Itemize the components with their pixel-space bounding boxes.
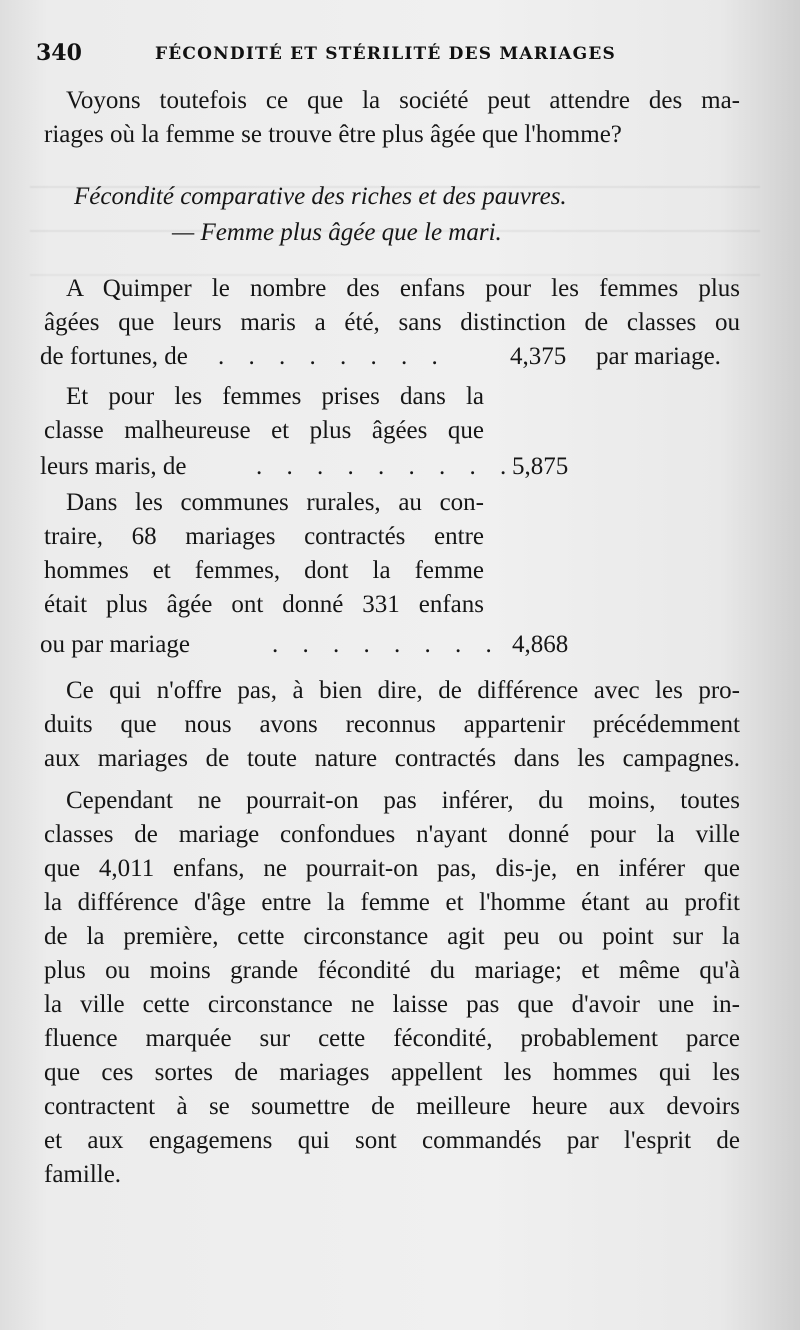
quimper-paragraph bbox=[44, 272, 740, 340]
poor-class-paragraph bbox=[44, 380, 484, 448]
text-line: âgées que leurs maris a été, sans distinction de classes ou bbox=[44, 309, 740, 336]
running-head bbox=[30, 38, 730, 68]
text-line: que 4,011 enfans, ne pourrait-on pas, dis-je, en inférer que bbox=[44, 855, 740, 882]
value-rural: 4,868 bbox=[512, 631, 569, 658]
text-line: Dans les communes rurales, au con- bbox=[66, 489, 484, 516]
text-line: Voyons toutefois ce que la société peut attendre des ma- bbox=[66, 87, 740, 114]
text-line: Et pour les femmes prises dans la bbox=[66, 383, 484, 410]
text-line: était plus âgée ont donné 331 enfans bbox=[44, 591, 484, 618]
running-head-title: FÉCONDITÉ ET STÉRILITÉ DES MARIAGES bbox=[155, 44, 616, 64]
text-line: de la première, cette circonstance agit peu ou point sur la bbox=[44, 923, 740, 950]
value-poor-class: 5,875 bbox=[512, 453, 569, 480]
leader-dots: . . . . . . . . bbox=[272, 631, 501, 658]
text-line: duits que nous avons reconnus appartenir précédemment bbox=[44, 711, 740, 738]
leader-dots: . . . . . . . . . bbox=[256, 453, 516, 480]
text-line: riages où la femme se trouve être plus âgée que l'homme? bbox=[44, 121, 622, 148]
text-line: A Quimper le nombre des enfans pour les femmes plus bbox=[66, 275, 740, 302]
section-heading-line-2: — Femme plus âgée que le mari. bbox=[172, 219, 502, 246]
text-line: la différence d'âge entre la femme et l'homme étant au profit bbox=[44, 889, 740, 916]
text-line: famille. bbox=[44, 1161, 122, 1188]
text-line: Ce qui n'offre pas, à bien dire, de différence avec les pro- bbox=[66, 677, 740, 704]
leader-dots: . . . . . . . . bbox=[218, 343, 447, 370]
rural-paragraph bbox=[44, 486, 484, 622]
value-quimper: 4,375 bbox=[510, 343, 567, 370]
text-line: plus ou moins grande fécondité du mariage; et même qu'à bbox=[44, 957, 740, 984]
paragraph-comparison bbox=[44, 674, 740, 776]
text-line: Cependant ne pourrait-on pas inférer, du moins, toutes bbox=[66, 787, 740, 814]
paragraph-inference bbox=[44, 784, 740, 1192]
row-label: de fortunes, de bbox=[40, 343, 188, 370]
intro-paragraph bbox=[44, 84, 740, 152]
text-line: classes de mariage confondues n'ayant donné pour la ville bbox=[44, 821, 740, 848]
rural-value-row bbox=[40, 628, 730, 662]
section-heading-line-1: Fécondité comparative des riches et des pauvres. bbox=[74, 183, 567, 210]
unit-label: par mariage. bbox=[596, 343, 721, 370]
text-line: hommes et femmes, dont la femme bbox=[44, 557, 484, 584]
text-line: classe malheureuse et plus âgées que bbox=[44, 417, 484, 444]
text-line: que ces sortes de mariages appellent les hommes qui les bbox=[44, 1059, 740, 1086]
text-line: la ville cette circonstance ne laisse pas que d'avoir une in- bbox=[44, 991, 740, 1018]
quimper-value-row bbox=[40, 340, 730, 374]
row-label: leurs maris, de bbox=[40, 453, 187, 480]
page-number: 340 bbox=[36, 40, 82, 66]
poor-class-value-row bbox=[40, 450, 730, 484]
row-label: ou par mariage bbox=[40, 631, 190, 658]
text-line: et aux engagemens qui sont commandés par l'esprit de bbox=[44, 1127, 740, 1154]
text-line: traire, 68 mariages contractés entre bbox=[44, 523, 484, 550]
text-line: contractent à se soumettre de meilleure heure aux devoirs bbox=[44, 1093, 740, 1120]
text-line: fluence marquée sur cette fécondité, probablement parce bbox=[44, 1025, 740, 1052]
text-line: aux mariages de toute nature contractés dans les campagnes. bbox=[44, 745, 740, 772]
